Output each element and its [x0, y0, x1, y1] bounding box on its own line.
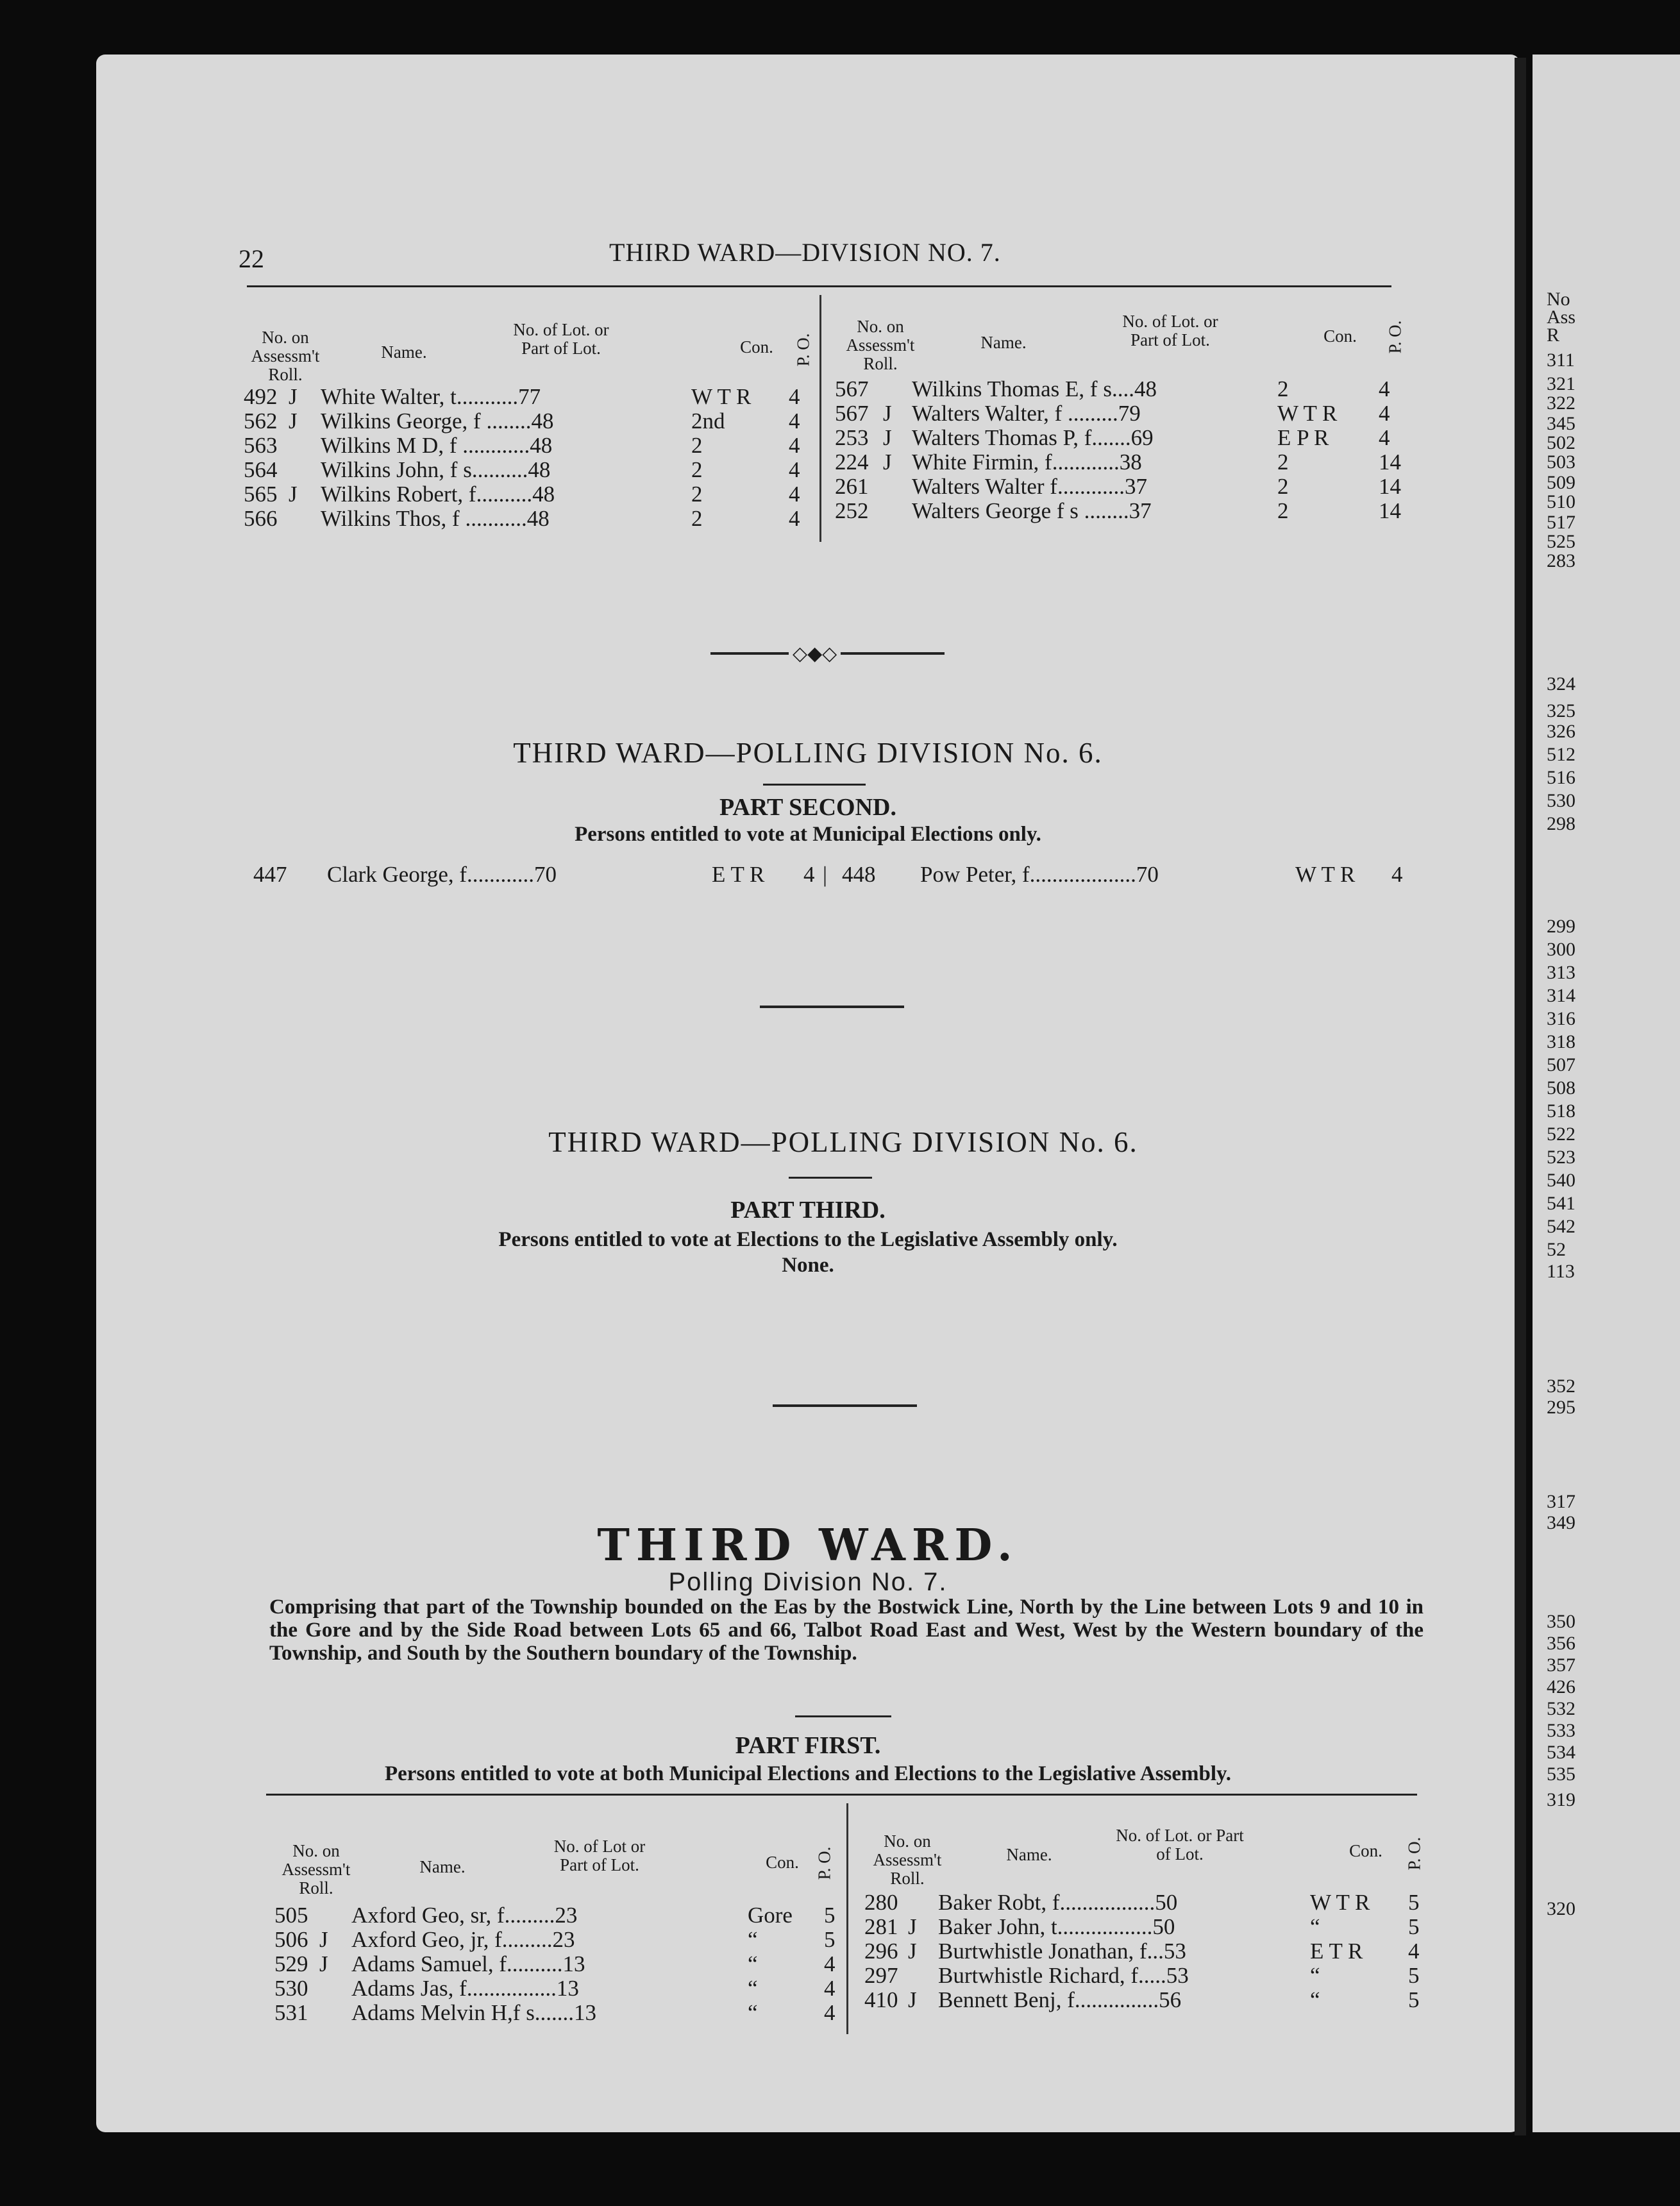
adjacent-roll-number: 314 [1547, 985, 1575, 1006]
section2-title: THIRD WARD—POLLING DIVISION No. 6. [513, 737, 1103, 769]
adjacent-roll-number: 352 [1547, 1376, 1575, 1397]
adjacent-roll-number: 542 [1547, 1216, 1575, 1237]
adjacent-roll-number: 298 [1547, 813, 1575, 834]
juror-mark: J [908, 1987, 917, 2012]
name-and-lot: Adams Samuel, f..........13 [351, 1951, 585, 1976]
bottom-col-header-po-right: P. O. [1404, 1837, 1424, 1871]
table-row [864, 1915, 1441, 1939]
concession: 2 [1277, 450, 1289, 475]
table-row [274, 1928, 852, 1952]
adjacent-roll-number: R [1547, 324, 1560, 346]
roll-number: 280 [864, 1890, 898, 1915]
bottom-col-header-con: Con. [766, 1853, 799, 1872]
bottom-col-header-po: P. O. [814, 1846, 834, 1880]
section3-rule [789, 1177, 872, 1179]
table-row [835, 499, 1412, 523]
adjacent-roll-number: 541 [1547, 1193, 1575, 1214]
roll-number: 296 [864, 1939, 898, 1964]
adjacent-roll-number: 345 [1547, 413, 1575, 434]
page-spine [1515, 58, 1526, 2135]
adjacent-roll-number: 509 [1547, 472, 1575, 493]
post-office: 4 [1379, 425, 1390, 450]
post-office: 4 [789, 433, 800, 458]
table-row [864, 1964, 1441, 1988]
concession: 2 [1277, 498, 1289, 523]
table-row [244, 434, 821, 458]
name-and-lot: Baker Robt, f.................50 [938, 1890, 1178, 1915]
juror-mark: J [883, 425, 892, 450]
roll-number: 529 [274, 1951, 308, 1976]
bottom-col-header-con-right: Con. [1349, 1841, 1382, 1860]
adjacent-roll-number: 516 [1547, 767, 1575, 788]
section4-description: Comprising that part of the Township bounded on the Eas by the Bostwick Line, North by the Line between Lots 9 and 10 in the Gore and by the Side Road between Lots 65 and 66, Talbot Road East and West, West by the Western boundary of the Township, and South by the Southern boundary of the Township. [269, 1596, 1424, 1665]
name-and-lot: Walters Thomas P, f.......69 [912, 425, 1154, 450]
bottom-col-header-no-right: No. on Assessm't Roll. [873, 1831, 942, 1888]
section2-separator: | [823, 862, 828, 887]
col-header-con-right: Con. [1323, 326, 1357, 346]
table-row [274, 1976, 852, 2001]
concession: “ [748, 1927, 758, 1952]
section3-none: None. [782, 1254, 834, 1277]
concession: “ [748, 1976, 758, 2001]
section2-part: PART SECOND. [719, 794, 896, 821]
post-office: 5 [824, 1903, 836, 1928]
roll-number: 252 [835, 498, 869, 523]
post-office: 4 [824, 1951, 836, 1976]
table-row [835, 401, 1412, 426]
table-row [244, 458, 821, 482]
table-row [835, 475, 1412, 499]
juror-mark: J [883, 401, 892, 426]
post-office: 14 [1379, 450, 1401, 475]
name-and-lot: Wilkins George, f ........48 [321, 408, 554, 434]
table-row [864, 1939, 1441, 1964]
name-and-lot: Baker John, t.................50 [938, 1914, 1175, 1939]
roll-number: 505 [274, 1903, 308, 1928]
table-row [835, 426, 1412, 450]
name-and-lot: Axford Geo, jr, f.........23 [351, 1927, 575, 1952]
adjacent-roll-number: No [1547, 289, 1570, 310]
col-header-no: No. on Assessm't Roll. [251, 328, 320, 384]
running-head: THIRD WARD—DIVISION NO. 7. [609, 238, 1001, 267]
adjacent-roll-number: 534 [1547, 1742, 1575, 1763]
section4-part: PART FIRST. [735, 1732, 881, 1759]
adjacent-roll-number: 311 [1547, 349, 1575, 371]
post-office: 4 [789, 482, 800, 507]
adjacent-roll-number: 325 [1547, 700, 1575, 721]
adjacent-roll-number: 533 [1547, 1720, 1575, 1741]
col-header-no-right: No. on Assessm't Roll. [846, 317, 915, 373]
adjacent-roll-number: 510 [1547, 491, 1575, 512]
concession: “ [1310, 1914, 1320, 1939]
adjacent-roll-number: 426 [1547, 1676, 1575, 1697]
table-row [244, 409, 821, 434]
post-office: 5 [1408, 1890, 1420, 1915]
table-row [274, 2001, 852, 2025]
header-rule [247, 285, 1391, 287]
name-and-lot: Walters George f s ........37 [912, 498, 1152, 523]
col-header-lot-right: No. of Lot. or Part of Lot. [1122, 312, 1218, 349]
name-and-lot: Bennett Benj, f...............56 [938, 1987, 1182, 2012]
table-row [274, 1903, 852, 1928]
adjacent-roll-number: 502 [1547, 432, 1575, 453]
post-office: 4 [789, 506, 800, 531]
roll-number: 531 [274, 2000, 308, 2025]
post-office: 14 [1379, 498, 1401, 523]
adjacent-roll-number: Ass [1547, 307, 1576, 328]
roll-number: 567 [835, 401, 869, 426]
table-row [835, 450, 1412, 475]
adjacent-roll-number: 283 [1547, 550, 1575, 571]
bottom-col-header-no: No. on Assessm't Roll. [281, 1841, 351, 1898]
table-row [835, 377, 1412, 401]
col-header-con: Con. [740, 337, 773, 357]
concession: 2nd [691, 408, 725, 434]
col-header-po: P. O. [793, 333, 813, 367]
roll-number: 410 [864, 1987, 898, 2012]
ornament-icon: ◇◆◇ [789, 643, 841, 665]
adjacent-roll-number: 324 [1547, 673, 1575, 695]
table-row [244, 507, 821, 531]
adjacent-roll-number: 535 [1547, 1764, 1575, 1785]
roll-number: 567 [835, 376, 869, 401]
concession: W T R [1310, 1890, 1370, 1915]
name-and-lot: White Firmin, f............38 [912, 450, 1142, 475]
table-row [864, 1988, 1441, 2012]
section3-note: Persons entitled to vote at Elections to the Legislative Assembly only. [498, 1228, 1118, 1251]
post-office: 4 [824, 1976, 836, 2001]
section2-rule [763, 784, 866, 786]
page-number: 22 [239, 244, 264, 273]
post-office: 5 [824, 1927, 836, 1952]
name-and-lot: Axford Geo, sr, f.........23 [351, 1903, 578, 1928]
adjacent-roll-number: 322 [1547, 392, 1575, 414]
adjacent-roll-number: 532 [1547, 1698, 1575, 1719]
roll-number: 562 [244, 408, 278, 434]
adjacent-roll-number: 350 [1547, 1611, 1575, 1632]
section2-left-no: 447 [253, 862, 287, 887]
adjacent-roll-number: 299 [1547, 916, 1575, 937]
adjacent-roll-number: 507 [1547, 1054, 1575, 1075]
concession: 2 [1277, 474, 1289, 499]
section4-note: Persons entitled to vote at both Municipal Elections and Elections to the Legislative Assembly. [385, 1762, 1231, 1785]
section-divider-2 [773, 1404, 917, 1407]
section3-title: THIRD WARD—POLLING DIVISION No. 6. [548, 1126, 1138, 1158]
adjacent-roll-number: 512 [1547, 744, 1575, 765]
bottom-col-header-lot-right: No. of Lot. or Part of Lot. [1116, 1826, 1244, 1864]
roll-number: 566 [244, 506, 278, 531]
concession: “ [1310, 1987, 1320, 2012]
adjacent-roll-number: 517 [1547, 512, 1575, 533]
col-header-name: Name. [381, 342, 427, 362]
name-and-lot: Walters Walter, f .........79 [912, 401, 1141, 426]
bottom-col-header-lot: No. of Lot or Part of Lot. [553, 1837, 646, 1874]
concession: W T R [1277, 401, 1338, 426]
adjacent-roll-number: 320 [1547, 1898, 1575, 1919]
post-office: 4 [789, 457, 800, 482]
juror-mark: J [289, 384, 298, 409]
col-header-lot: No. of Lot. or Part of Lot. [513, 320, 609, 358]
concession: 2 [691, 482, 703, 507]
roll-number: 506 [274, 1927, 308, 1952]
adjacent-roll-number: 300 [1547, 939, 1575, 960]
juror-mark: J [289, 482, 298, 507]
adjacent-roll-number: 313 [1547, 962, 1575, 983]
name-and-lot: White Walter, t...........77 [321, 384, 541, 409]
name-and-lot: Wilkins John, f s..........48 [321, 457, 551, 482]
adjacent-roll-number: 530 [1547, 790, 1575, 811]
name-and-lot: Wilkins Robert, f..........48 [321, 482, 555, 507]
roll-number: 492 [244, 384, 278, 409]
roll-number: 224 [835, 450, 869, 475]
bottom-col-header-name-right: Name. [1006, 1845, 1052, 1864]
section2-left-con: E T R [712, 862, 765, 887]
bottom-col-header-name: Name. [419, 1857, 466, 1876]
post-office: 5 [1408, 1963, 1420, 1988]
post-office: 4 [789, 408, 800, 434]
col-header-name-right: Name. [980, 333, 1027, 352]
adjacent-roll-number: 356 [1547, 1633, 1575, 1654]
section2-right-name: Pow Peter, f...................70 [920, 862, 1159, 887]
adjacent-roll-number: 540 [1547, 1170, 1575, 1191]
name-and-lot: Burtwhistle Richard, f.....53 [938, 1963, 1189, 1988]
name-and-lot: Wilkins M D, f ............48 [321, 433, 553, 458]
concession: “ [1310, 1963, 1320, 1988]
adjacent-roll-number: 503 [1547, 451, 1575, 473]
post-office: 5 [1408, 1987, 1420, 2012]
section2-right-po: 4 [1391, 862, 1403, 887]
adjacent-roll-number: 522 [1547, 1124, 1575, 1145]
section-divider-1 [760, 1006, 904, 1008]
roll-number: 565 [244, 482, 278, 507]
section3-part: PART THIRD. [730, 1197, 886, 1224]
name-and-lot: Adams Melvin H,f s.......13 [351, 2000, 597, 2025]
name-and-lot: Walters Walter f............37 [912, 474, 1147, 499]
section4-subtitle: Polling Division No. 7. [668, 1568, 948, 1596]
section2-right-con: W T R [1295, 862, 1356, 887]
post-office: 5 [1408, 1914, 1420, 1939]
bottom-table-rule [266, 1794, 1417, 1796]
juror-mark: J [289, 408, 298, 434]
roll-number: 261 [835, 474, 869, 499]
concession: “ [748, 1951, 758, 1976]
concession: E P R [1277, 425, 1329, 450]
concession: 2 [691, 457, 703, 482]
juror-mark: J [908, 1939, 917, 1964]
adjacent-roll-number: 295 [1547, 1397, 1575, 1418]
name-and-lot: Wilkins Thomas E, f s....48 [912, 376, 1157, 401]
roll-number: 530 [274, 1976, 308, 2001]
post-office: 4 [1379, 401, 1390, 426]
table-row [274, 1952, 852, 1976]
adjacent-roll-number: 317 [1547, 1491, 1575, 1512]
name-and-lot: Wilkins Thos, f ...........48 [321, 506, 550, 531]
concession: W T R [691, 384, 752, 409]
name-and-lot: Burtwhistle Jonathan, f...53 [938, 1939, 1186, 1964]
table-row [244, 385, 821, 409]
concession: “ [748, 2000, 758, 2025]
juror-mark: J [883, 450, 892, 475]
adjacent-roll-number: 349 [1547, 1512, 1575, 1533]
section2-row [253, 863, 1407, 887]
adjacent-roll-number: 52 [1547, 1239, 1566, 1260]
concession: 2 [691, 433, 703, 458]
adjacent-roll-number: 316 [1547, 1008, 1575, 1029]
table-row [244, 482, 821, 507]
adjacent-roll-number: 319 [1547, 1789, 1575, 1810]
adjacent-roll-number: 326 [1547, 721, 1575, 742]
concession: E T R [1310, 1939, 1363, 1964]
section2-note: Persons entitled to vote at Municipal Elections only. [575, 823, 1041, 846]
concession: 2 [1277, 376, 1289, 401]
concession: Gore [748, 1903, 793, 1928]
adjacent-roll-number: 518 [1547, 1100, 1575, 1122]
roll-number: 297 [864, 1963, 898, 1988]
roll-number: 564 [244, 457, 278, 482]
adjacent-roll-number: 523 [1547, 1147, 1575, 1168]
post-office: 4 [824, 2000, 836, 2025]
post-office: 4 [1408, 1939, 1420, 1964]
juror-mark: J [319, 1927, 328, 1952]
roll-number: 563 [244, 433, 278, 458]
roll-number: 281 [864, 1914, 898, 1939]
roll-number: 253 [835, 425, 869, 450]
section4-rule [795, 1715, 891, 1717]
post-office: 4 [789, 384, 800, 409]
juror-mark: J [319, 1951, 328, 1976]
name-and-lot: Adams Jas, f................13 [351, 1976, 579, 2001]
juror-mark: J [908, 1914, 917, 1939]
post-office: 4 [1379, 376, 1390, 401]
concession: 2 [691, 506, 703, 531]
adjacent-roll-number: 508 [1547, 1077, 1575, 1099]
section2-left-name: Clark George, f............70 [327, 862, 557, 887]
adjacent-roll-number: 525 [1547, 531, 1575, 552]
section2-right-no: 448 [842, 862, 876, 887]
section4-title: THIRD WARD. [597, 1520, 1019, 1571]
post-office: 14 [1379, 474, 1401, 499]
col-header-po-right: P. O. [1385, 320, 1405, 354]
section2-left-po: 4 [803, 862, 815, 887]
table-row [864, 1890, 1441, 1915]
adjacent-roll-number: 321 [1547, 373, 1575, 394]
adjacent-roll-number: 113 [1547, 1261, 1575, 1282]
adjacent-roll-number: 357 [1547, 1654, 1575, 1676]
adjacent-roll-number: 318 [1547, 1031, 1575, 1052]
